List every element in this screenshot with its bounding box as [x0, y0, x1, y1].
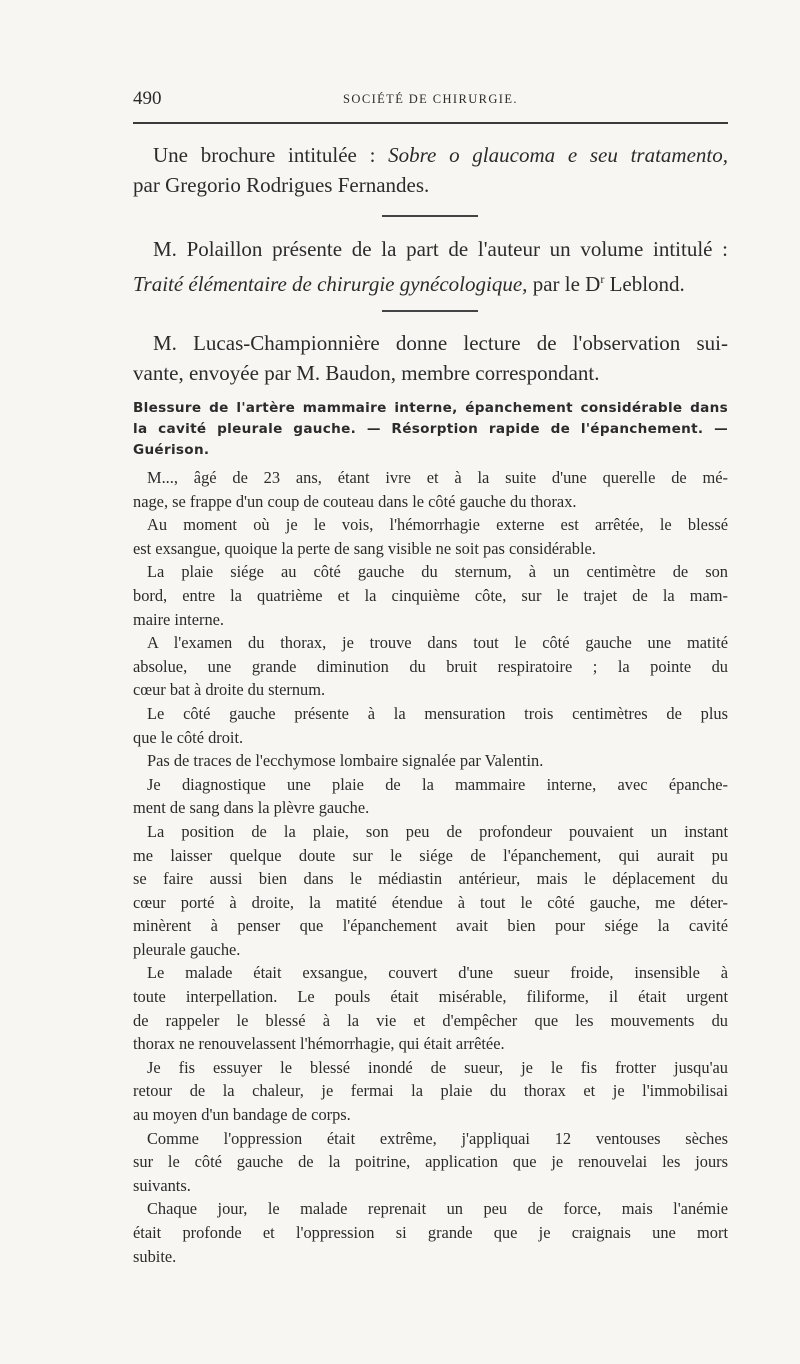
paragraph-line: pleurale gauche. — [133, 939, 241, 959]
paragraph-line: La plaie siége au côté gauche du sternum, à un centimètre de son — [147, 562, 728, 582]
paragraph-line: Au moment où je le vois, l'hémorrhagie externe est arrêtée, le blessé — [147, 515, 728, 535]
paragraph-line: nage, se frappe d'un coup de couteau dans le côté gauche du thorax. — [133, 491, 577, 511]
observation-body — [133, 466, 728, 1268]
paragraph-line: que le côté droit. — [133, 727, 244, 747]
observation-paragraph — [133, 961, 728, 1055]
observation-title-line: Blessure de l'artère mammaire interne, épanchement considérable dans — [133, 400, 728, 416]
running-title: SOCIÉTÉ DE CHIRURGIE. — [343, 92, 518, 106]
observation-paragraph — [133, 820, 728, 962]
observation-paragraph — [133, 1056, 728, 1127]
paragraph-line: M..., âgé de 23 ans, étant ivre et à la suite d'une querelle de mé- — [147, 468, 728, 487]
paragraph-line: Pas de traces de l'ecchymose lombaire signalée par Valentin. — [147, 751, 544, 771]
observation-paragraph — [133, 1197, 728, 1268]
polaillon-line-2 — [133, 264, 728, 299]
paragraph-line: absolue, une grande diminution du bruit respiratoire ; la pointe du — [133, 656, 728, 676]
brochure-line-1 — [133, 140, 728, 170]
paragraph-line: Le côté gauche présente à la mensuration trois centimètres de plus — [147, 703, 728, 723]
header-rule — [133, 122, 728, 124]
observation-paragraph — [133, 773, 728, 820]
paragraph-line: Je diagnostique une plaie de la mammaire interne, avec épanche- — [147, 774, 728, 794]
author-name: Leblond. — [604, 272, 685, 296]
observation-paragraph — [133, 513, 728, 560]
paragraph-line: retour de la chaleur, je fermai la plaie du thorax et je l'immobilisai — [133, 1081, 728, 1101]
paragraph-line: Comme l'oppression était extrême, j'appliquai 12 ventouses sèches — [147, 1128, 728, 1148]
observation-paragraph — [133, 749, 728, 773]
brochure-title: Sobre o glaucoma e seu tratamento, — [388, 143, 728, 167]
author-prefix: par le D — [527, 272, 601, 296]
paragraph-line: cœur bat à droite du sternum. — [133, 680, 326, 700]
observation-paragraph — [133, 702, 728, 749]
polaillon-line-1: M. Polaillon présente de la part de l'auteur un volume intitulé : — [153, 237, 728, 261]
paragraph-line: subite. — [133, 1246, 177, 1266]
paragraph-line: Je fis essuyer le blessé inondé de sueur, je le fis frotter jusqu'au — [147, 1057, 728, 1077]
brochure-paragraph — [133, 140, 728, 200]
paragraph-line: sur le côté gauche de la poitrine, application que je renouvelai les jours — [133, 1152, 728, 1172]
observation-title-line: Guérison. — [133, 442, 210, 458]
lucas-line-1: M. Lucas-Championnière donne lecture de l'observation sui- — [153, 331, 728, 355]
paragraph-line: au moyen d'un bandage de corps. — [133, 1105, 351, 1125]
paragraph-line: minèrent à penser que l'épanchement avait bien pour siége la cavité — [133, 916, 728, 936]
observation-paragraph — [133, 560, 728, 631]
paragraph-line: Chaque jour, le malade reprenait un peu de force, mais l'anémie — [147, 1199, 728, 1219]
paragraph-line: de rappeler le blessé à la vie et d'empêcher que les mouvements du — [133, 1010, 728, 1030]
page-header — [133, 88, 728, 116]
paragraph-line: Le malade était exsangue, couvert d'une sueur froide, insensible à — [147, 963, 728, 983]
observation-paragraph — [133, 631, 728, 702]
brochure-intro: Une brochure intitulée : — [153, 143, 389, 167]
observation-paragraph — [133, 466, 728, 513]
lucas-paragraph — [133, 328, 728, 388]
polaillon-paragraph — [133, 234, 728, 299]
paragraph-line: cœur porté à droite, la matité étendue à tout le côté gauche, me déter- — [133, 892, 728, 912]
paragraph-line: A l'examen du thorax, je trouve dans tout le côté gauche une matité — [147, 633, 728, 653]
paragraph-line: est exsangue, quoique la perte de sang visible ne soit pas considérable. — [133, 538, 596, 558]
paragraph-line: était profonde et l'oppression si grande que je craignais une mort — [133, 1223, 728, 1242]
paragraph-line: toute interpellation. Le pouls était misérable, filiforme, il était urgent — [133, 987, 728, 1007]
paragraph-line: maire interne. — [133, 609, 225, 629]
separator-rule — [382, 310, 478, 312]
observation-title-line: la cavité pleurale gauche. — Résorption rapide de l'épanchement. — — [133, 421, 728, 437]
observation-paragraph — [133, 1127, 728, 1198]
paragraph-line: suivants. — [133, 1175, 191, 1195]
page-number: 490 — [133, 88, 162, 109]
book-title: Traité élémentaire de chirurgie gynécologique, — [133, 272, 528, 296]
paragraph-line: me laisser quelque doute sur le siége de l'épanchement, qui aurait pu — [133, 845, 728, 865]
observation-title — [133, 398, 728, 461]
doctor-superscript: r — [600, 272, 605, 286]
separator-rule — [382, 215, 478, 217]
lucas-line-2: vante, envoyée par M. Baudon, membre correspondant. — [133, 361, 600, 385]
paragraph-line: se faire aussi bien dans le médiastin antérieur, mais le déplacement du — [133, 869, 728, 889]
paragraph-line: ment de sang dans la plèvre gauche. — [133, 798, 370, 818]
paragraph-line: La position de la plaie, son peu de profondeur pouvaient un instant — [147, 821, 728, 841]
brochure-line-2: par Gregorio Rodrigues Fernandes. — [133, 173, 430, 197]
paragraph-line: thorax ne renouvelassent l'hémorrhagie, qui était arrêtée. — [133, 1034, 505, 1054]
paragraph-line: bord, entre la quatrième et la cinquième côte, sur le trajet de la mam- — [133, 585, 728, 605]
